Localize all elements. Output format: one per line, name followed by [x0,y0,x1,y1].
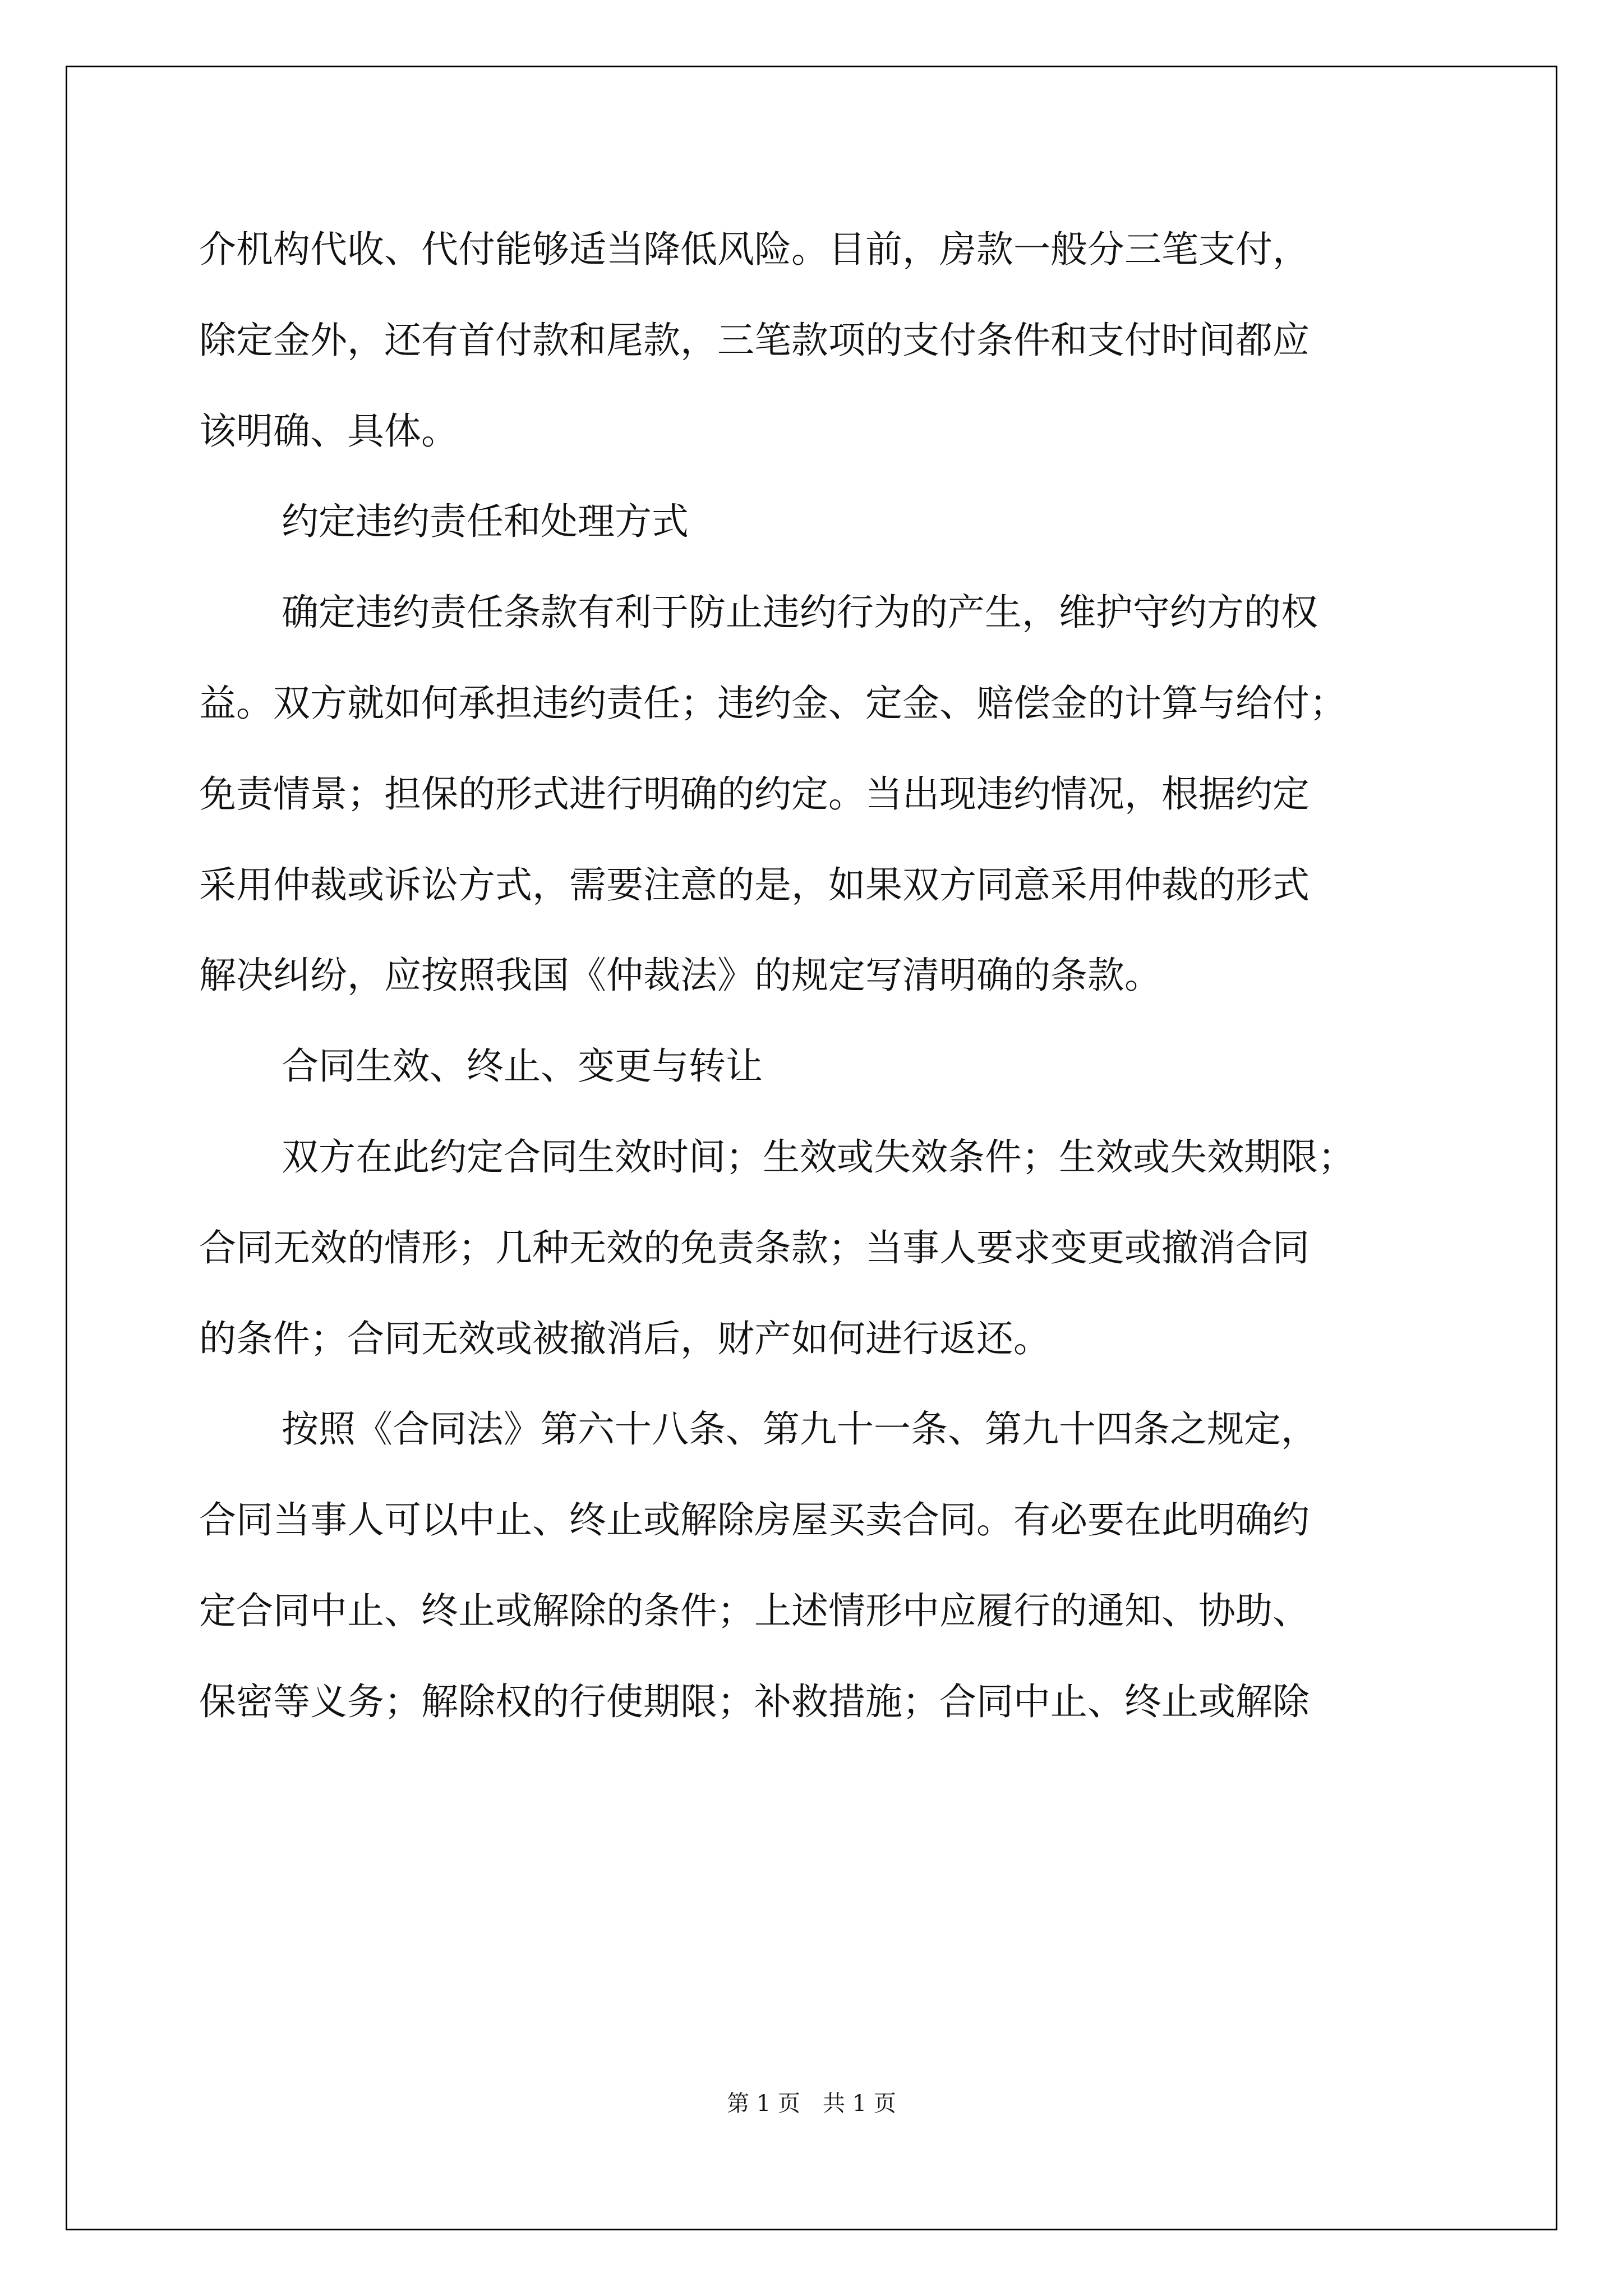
text-line: 免责情景；担保的形式进行明确的约定。当出现违约情况，根据约定 [199,772,1310,816]
text-line: 定合同中止、终止或解除的条件；上述情形中应履行的通知、协助、 [199,1589,1310,1632]
page-number: 第 1 页 共 1 页 [727,2091,896,2116]
text-line: 该明确、具体。 [199,409,458,453]
text-line: 确定违约责任条款有利于防止违约行为的产生，维护守约方的权 [282,591,1318,634]
text-line: 的条件；合同无效或被撤消后，财产如何进行返还。 [199,1317,1050,1360]
text-line: 益。双方就如何承担违约责任；违约金、定金、赔偿金的计算与给付； [199,682,1347,725]
text-line: 除定金外，还有首付款和尾款，三笔款项的支付条件和支付时间都应 [199,319,1310,362]
text-line: 按照《合同法》第六十八条、第九十一条、第九十四条之规定， [282,1407,1318,1451]
text-line: 双方在此约定合同生效时间；生效或失效条件；生效或失效期限； [282,1135,1355,1179]
section-heading: 合同生效、终止、变更与转让 [282,1045,763,1088]
text-line: 采用仲裁或诉讼方式，需要注意的是，如果双方同意采用仲裁的形式 [199,863,1310,907]
text-line: 合同当事人可以中止、终止或解除房屋买卖合同。有必要在此明确约 [199,1498,1310,1542]
text-line: 介机构代收、代付能够适当降低风险。目前，房款一般分三笔支付， [199,228,1310,271]
section-heading: 约定违约责任和处理方式 [282,500,689,543]
text-line: 合同无效的情形；几种无效的免责条款；当事人要求变更或撤消合同 [199,1226,1310,1269]
text-line: 解决纠纷，应按照我国《仲裁法》的规定写清明确的条款。 [199,954,1161,997]
text-line: 保密等义务；解除权的行使期限；补救措施；合同中止、终止或解除 [199,1680,1310,1723]
